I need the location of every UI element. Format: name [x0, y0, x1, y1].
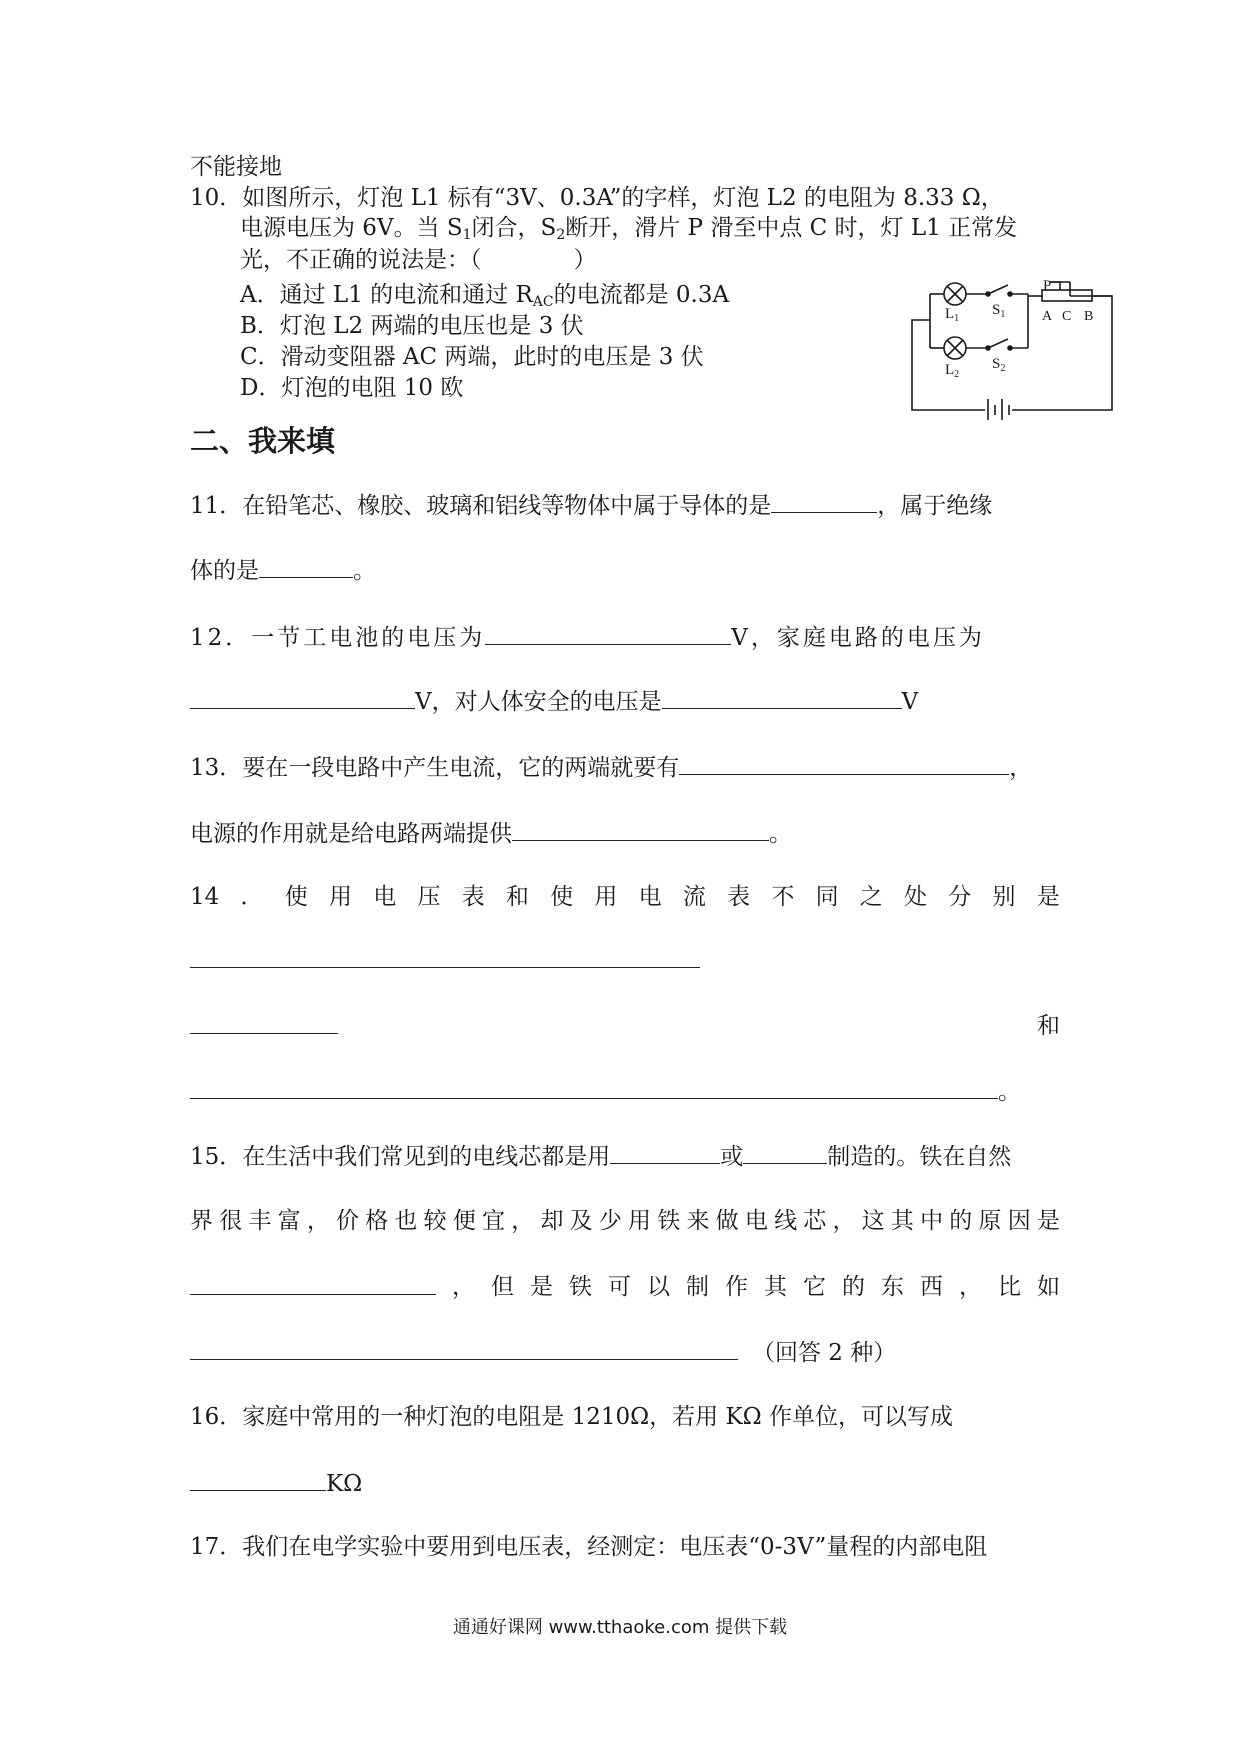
text-fragment: 因 [1007, 1208, 1031, 1234]
q15-line-1 [190, 1141, 1011, 1172]
text-fragment: V [901, 689, 919, 715]
text-fragment: 也 [394, 1208, 418, 1234]
text-fragment: 丰 [248, 1208, 272, 1234]
text-fragment: 14 [190, 884, 220, 910]
text-fragment: 流 [682, 884, 706, 910]
text-fragment: 如 [1037, 1274, 1060, 1300]
text-fragment: 10．如图所示，灯泡 L1 标有“3V、0.3A”的字样，灯泡 L2 的电阻为 8.33 Ω， [190, 185, 1004, 211]
text-fragment: 使 [284, 884, 308, 910]
text-fragment: 或 [720, 1144, 744, 1170]
text-fragment: 电 [638, 884, 662, 910]
text-fragment: 这 [861, 1208, 885, 1234]
text-fragment: 便 [452, 1208, 476, 1234]
text-fragment: 来 [686, 1208, 710, 1234]
text-fragment: ， [1009, 755, 1033, 781]
text-fragment: A．通过 L1 的电流和通过 R [240, 282, 533, 308]
text-fragment: 制 [686, 1274, 709, 1300]
text-fragment: ， [959, 1274, 982, 1300]
text-fragment: 之 [859, 884, 883, 910]
text-fragment: C．滑动变阻器 AC 两端，此时的电压是 3 伏 [240, 344, 704, 370]
text-fragment: 表 [461, 884, 485, 910]
text-fragment: 用 [594, 884, 618, 910]
text-fragment: S [992, 356, 1001, 372]
text-fragment: 12．一节工电池的电压为 [190, 625, 486, 651]
text-fragment: ，属于绝缘 [877, 493, 993, 519]
text-fragment: 东 [881, 1274, 904, 1300]
label-C: C [1062, 309, 1072, 324]
text-fragment: L [945, 362, 955, 378]
text-fragment: 电源电压为 6V。当 S [240, 215, 463, 241]
q13-line-2 [190, 818, 792, 849]
label-A: A [1042, 309, 1053, 324]
q14-line-1 [190, 882, 1060, 912]
label-S2 [992, 356, 1005, 374]
text-fragment: 电 [373, 884, 397, 910]
text-fragment: 电源的作用就是给电路两端提供 [190, 821, 512, 847]
text-fragment: 比 [998, 1274, 1021, 1300]
q10-stem-line-1 [190, 183, 1004, 213]
q16-blank-kohm[interactable] [190, 1468, 326, 1491]
text-fragment: 界 [190, 1208, 213, 1234]
q12-line-2 [190, 686, 918, 717]
text-fragment: 格 [365, 1208, 389, 1234]
text-fragment: 是 [530, 1274, 553, 1300]
text-fragment: 1 [954, 313, 960, 324]
text-fragment: 却 [540, 1208, 564, 1234]
text-fragment: 13．要在一段电路中产生电流，它的两端就要有 [190, 755, 680, 781]
text-fragment: 2 [954, 369, 960, 380]
text-fragment: （回答 2 种） [752, 1340, 897, 1366]
text-fragment: 宜 [482, 1208, 506, 1234]
q14-line-4 [190, 1076, 1021, 1107]
text-fragment: 作 [725, 1274, 748, 1300]
text-fragment: 它 [803, 1274, 826, 1300]
q11-line-2 [190, 555, 376, 586]
text-fragment: KΩ [326, 1471, 363, 1497]
text-fragment: 不 [771, 884, 795, 910]
text-fragment: 芯 [803, 1208, 827, 1234]
switch-S1-icon [988, 285, 1008, 294]
text-fragment: 西 [920, 1274, 943, 1300]
text-fragment: 少 [598, 1208, 622, 1234]
text-fragment: 17．我们在电学实验中要用到电压表，经测定：电压表“0-3V”量程的内部电阻 [190, 1534, 988, 1560]
text-fragment: ， [832, 1208, 856, 1234]
label-P: P [1043, 280, 1052, 294]
text-fragment: 和 [505, 884, 529, 910]
text-fragment: 。 [998, 1079, 1021, 1105]
q13-blank-1[interactable] [679, 752, 1009, 775]
text-fragment: 处 [904, 884, 928, 910]
text-fragment: 。 [353, 558, 376, 584]
text-fragment: 表 [727, 884, 751, 910]
text-fragment: 16．家庭中常用的一种灯泡的电阻是 1210Ω，若用 KΩ 作单位，可以写成 [190, 1404, 954, 1430]
q15-line-3 [190, 1272, 1060, 1302]
q12-blank-safe[interactable] [662, 686, 902, 709]
text-fragment: 分 [948, 884, 972, 910]
text-fragment: 做 [715, 1208, 739, 1234]
q10-option-c [240, 342, 704, 372]
label-S1 [992, 302, 1005, 320]
text-fragment: L [945, 306, 955, 322]
q10-option-b [240, 311, 584, 341]
q11-blank-conductor[interactable] [771, 490, 877, 513]
q13-blank-2[interactable] [512, 818, 769, 841]
text-fragment: 。 [769, 821, 792, 847]
top-line-text [190, 152, 282, 182]
switch-S2-icon [988, 339, 1008, 348]
q14-line-3 [190, 1011, 1060, 1041]
q12-blank-household[interactable] [190, 686, 415, 709]
text-fragment: 电 [744, 1208, 768, 1234]
text-fragment: 线 [774, 1208, 798, 1234]
q16-line-2 [190, 1468, 362, 1499]
text-fragment: 是 [1036, 1208, 1060, 1234]
q15-blank-reason[interactable] [190, 1272, 436, 1295]
text-fragment: 制造的。铁在自然 [827, 1144, 1012, 1170]
text-fragment: 和 [1037, 1013, 1060, 1039]
text-fragment: ， [306, 1208, 330, 1234]
text-fragment: V，家庭电路的电压为 [731, 625, 985, 651]
q15-line-2 [190, 1206, 1060, 1236]
q15-blank-material-2[interactable] [743, 1141, 827, 1164]
text-fragment: 2 [1000, 363, 1006, 374]
text-fragment: 体的是 [190, 558, 259, 584]
text-fragment: 光，不正确的说法是：（ ） [240, 247, 597, 273]
q11-blank-insulator[interactable] [259, 555, 353, 578]
text-fragment: 11．在铅笔芯、橡胶、玻璃和铝线等物体中属于导体的是 [190, 493, 772, 519]
q15-blank-examples[interactable] [190, 1337, 738, 1360]
q15-line-4 [190, 1337, 896, 1368]
q10-stem-line-3 [240, 245, 597, 275]
q14-blank-2[interactable] [190, 1011, 338, 1034]
text-fragment: 较 [423, 1208, 447, 1234]
text-fragment: 同 [815, 884, 839, 910]
text-fragment: 1 [462, 227, 472, 243]
text-fragment: 铁 [569, 1274, 592, 1300]
q13-line-1 [190, 752, 1032, 783]
text-fragment: 别 [992, 884, 1016, 910]
text-fragment: 用 [328, 884, 352, 910]
label-L1 [945, 306, 959, 324]
q10-option-d [240, 373, 463, 403]
text-fragment: V，对人体安全的电压是 [415, 689, 662, 715]
text-fragment: 通通好课网 www.tthaoke.com 提供下载 [452, 1617, 788, 1638]
text-fragment: 使 [550, 884, 574, 910]
q16-line-1 [190, 1402, 953, 1432]
text-fragment: 铁 [657, 1208, 681, 1234]
text-fragment: 但 [491, 1274, 514, 1300]
text-fragment: 15．在生活中我们常见到的电线芯都是用 [190, 1144, 611, 1170]
text-fragment: ， [511, 1208, 535, 1234]
text-fragment: 可 [608, 1274, 631, 1300]
text-fragment: 的电流都是 0.3A [553, 282, 730, 308]
text-fragment: 其 [764, 1274, 787, 1300]
text-fragment: 原 [978, 1208, 1002, 1234]
text-fragment: AC [532, 294, 554, 310]
text-fragment: D．灯泡的电阻 10 欧 [240, 375, 464, 401]
q12-line-1 [190, 622, 985, 653]
section-2-title [190, 426, 335, 456]
page-footer [0, 1613, 1240, 1639]
text-fragment: 二、我来填 [190, 424, 336, 458]
text-fragment: 价 [336, 1208, 360, 1234]
text-fragment: ， [452, 1274, 475, 1300]
text-fragment: B．灯泡 L2 两端的电压也是 3 伏 [240, 313, 584, 339]
q14-blank-1[interactable] [190, 945, 700, 968]
text-fragment: 的 [949, 1208, 973, 1234]
text-fragment: 的 [842, 1274, 865, 1300]
text-fragment: 以 [647, 1274, 670, 1300]
label-L2 [945, 362, 959, 380]
text-fragment: ． [240, 884, 264, 910]
q17-line-1 [190, 1532, 987, 1562]
q11-line-1 [190, 490, 992, 521]
text-fragment: S [992, 302, 1001, 318]
text-fragment: 富 [277, 1208, 301, 1234]
text-fragment: 压 [417, 884, 441, 910]
text-fragment: 闭合，S [471, 215, 557, 241]
q12-blank-battery[interactable] [485, 622, 731, 645]
text-fragment: 断开，滑片 P 滑至中点 C 时，灯 L1 正常发 [565, 215, 1018, 241]
q15-blank-material-1[interactable] [610, 1141, 720, 1164]
text-fragment: 其 [890, 1208, 914, 1234]
text-fragment: 2 [556, 227, 566, 243]
text-fragment: 中 [920, 1208, 944, 1234]
text-fragment: 不能接地 [190, 154, 282, 180]
label-B: B [1084, 309, 1094, 324]
circuit-diagram [900, 280, 1120, 420]
text-fragment: 用 [628, 1208, 652, 1234]
q14-line-2 [190, 945, 700, 976]
text-fragment: 及 [569, 1208, 593, 1234]
text-fragment: 很 [219, 1208, 243, 1234]
slider-arrow-icon [1050, 282, 1060, 290]
q14-blank-3[interactable] [190, 1076, 998, 1099]
text-fragment: 是 [1036, 884, 1060, 910]
text-fragment: 1 [1000, 309, 1006, 320]
